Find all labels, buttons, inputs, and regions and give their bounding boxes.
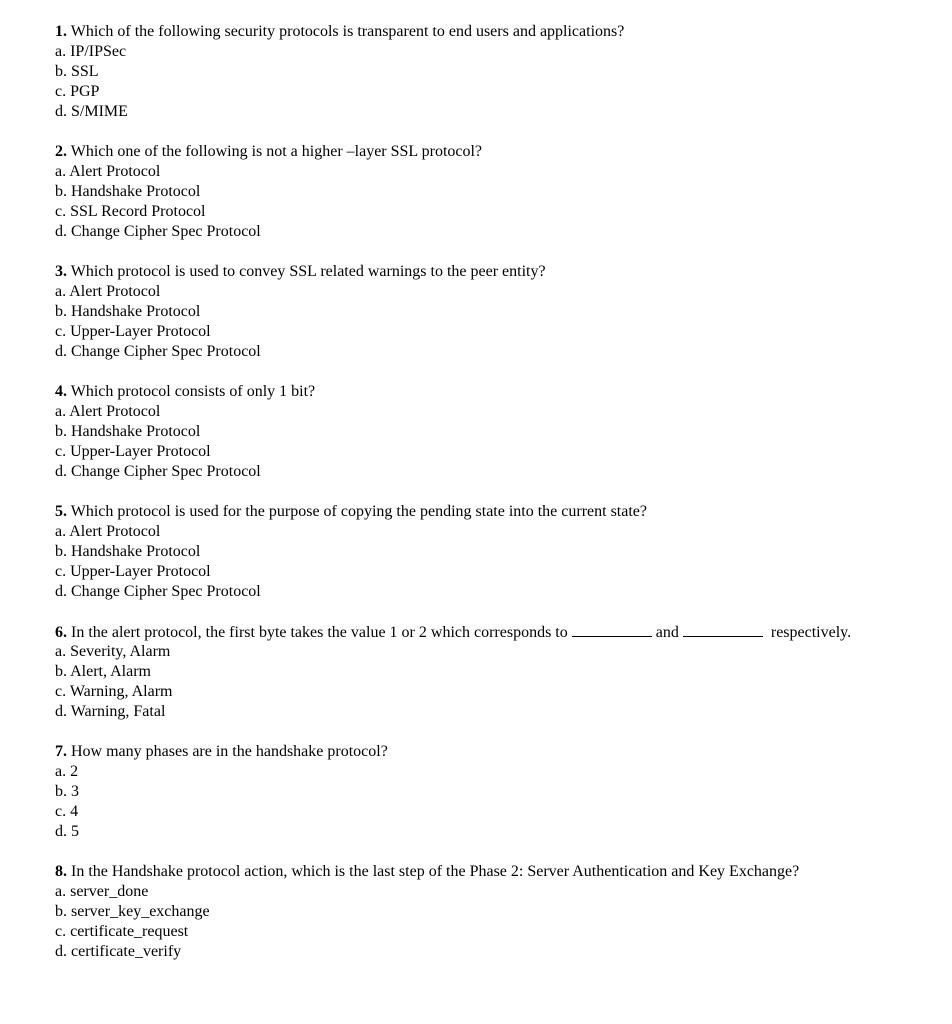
- question-text: Which protocol is used to convey SSL related warnings to the peer entity?: [70, 263, 546, 280]
- option-d: d. Warning, Fatal: [55, 703, 166, 720]
- answer-blank-2: [683, 622, 763, 637]
- question-number: 8.: [55, 863, 67, 880]
- option-a: a. Alert Protocol: [55, 283, 161, 300]
- question-1: [55, 22, 935, 122]
- question-number: 5.: [55, 503, 67, 520]
- option-a: a. Severity, Alarm: [55, 643, 171, 660]
- option-b: b. Handshake Protocol: [55, 303, 201, 320]
- option-c: c. PGP: [55, 83, 100, 100]
- question-3: [55, 262, 935, 362]
- option-c: c. certificate_request: [55, 923, 189, 940]
- question-stem: [55, 502, 935, 522]
- option-d: d. S/MIME: [55, 103, 128, 120]
- option-c: c. Upper-Layer Protocol: [55, 563, 211, 580]
- question-text: Which protocol is used for the purpose of copying the pending state into the current state?: [70, 503, 647, 520]
- option-b: b. 3: [55, 783, 79, 800]
- question-text-end: respectively.: [770, 624, 852, 641]
- option-c: c. Upper-Layer Protocol: [55, 323, 211, 340]
- option-d: d. Change Cipher Spec Protocol: [55, 463, 261, 480]
- quiz-document: [55, 22, 935, 982]
- question-stem: [55, 622, 935, 642]
- option-a: a. IP/IPSec: [55, 43, 127, 60]
- question-stem: [55, 22, 935, 42]
- question-text: In the Handshake protocol action, which is the last step of the Phase 2: Server Authentication and Key Exchange?: [71, 863, 800, 880]
- option-c: c. Upper-Layer Protocol: [55, 443, 211, 460]
- question-8: [55, 862, 935, 962]
- question-5: [55, 502, 935, 602]
- question-7: [55, 742, 935, 842]
- option-b: b. server_key_exchange: [55, 903, 210, 920]
- option-d: d. certificate_verify: [55, 943, 182, 960]
- question-text: In the alert protocol, the first byte takes the value 1 or 2 which corresponds to: [71, 624, 568, 641]
- option-a: a. Alert Protocol: [55, 163, 161, 180]
- option-a: a. Alert Protocol: [55, 523, 161, 540]
- option-d: d. Change Cipher Spec Protocol: [55, 223, 261, 240]
- option-b: b. Alert, Alarm: [55, 663, 151, 680]
- option-c: c. Warning, Alarm: [55, 683, 173, 700]
- option-b: b. SSL: [55, 63, 99, 80]
- question-stem: [55, 382, 935, 402]
- question-stem: [55, 142, 935, 162]
- option-a: a. 2: [55, 763, 79, 780]
- question-text: Which of the following security protocols is transparent to end users and applications?: [70, 23, 625, 40]
- question-text-mid: and: [655, 624, 679, 641]
- question-6: [55, 622, 935, 722]
- option-a: a. server_done: [55, 883, 149, 900]
- option-d: d. 5: [55, 823, 79, 840]
- question-number: 6.: [55, 624, 67, 641]
- option-c: c. SSL Record Protocol: [55, 203, 206, 220]
- question-4: [55, 382, 935, 482]
- question-number: 4.: [55, 383, 67, 400]
- question-stem: [55, 262, 935, 282]
- question-text: Which one of the following is not a higher –layer SSL protocol?: [70, 143, 483, 160]
- question-text: Which protocol consists of only 1 bit?: [70, 383, 316, 400]
- answer-blank-1: [572, 622, 652, 637]
- question-text: How many phases are in the handshake protocol?: [71, 743, 388, 760]
- option-b: b. Handshake Protocol: [55, 423, 201, 440]
- question-2: [55, 142, 935, 242]
- option-b: b. Handshake Protocol: [55, 543, 201, 560]
- option-a: a. Alert Protocol: [55, 403, 161, 420]
- question-stem: [55, 862, 935, 882]
- option-d: d. Change Cipher Spec Protocol: [55, 583, 261, 600]
- option-c: c. 4: [55, 803, 79, 820]
- question-number: 2.: [55, 143, 67, 160]
- question-number: 1.: [55, 23, 67, 40]
- option-d: d. Change Cipher Spec Protocol: [55, 343, 261, 360]
- question-stem: [55, 742, 935, 762]
- question-number: 7.: [55, 743, 67, 760]
- question-number: 3.: [55, 263, 67, 280]
- option-b: b. Handshake Protocol: [55, 183, 201, 200]
